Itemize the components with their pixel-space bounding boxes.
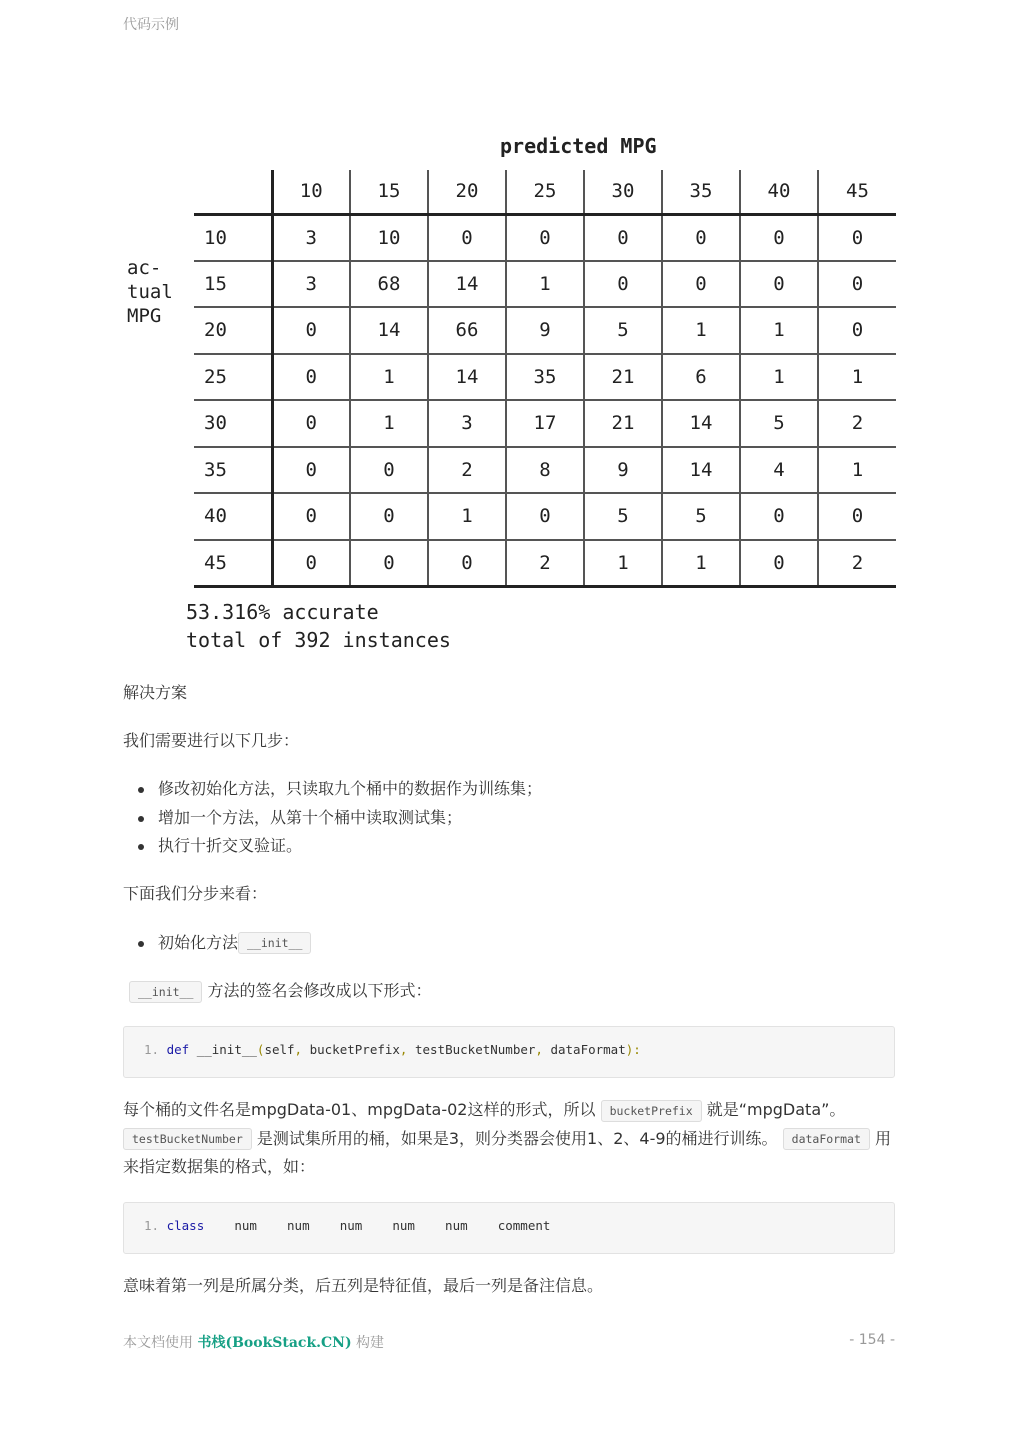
matrix-cell: 0 xyxy=(740,493,818,540)
init-label: 初始化方法 xyxy=(158,933,239,952)
confusion-matrix-figure xyxy=(123,130,898,660)
matrix-cell: 6 xyxy=(662,354,740,401)
row-header: 20 xyxy=(194,307,272,354)
row-header: 15 xyxy=(194,261,272,308)
text: 用来指定数据集的格式，如： xyxy=(123,1128,891,1176)
list-item xyxy=(158,929,311,958)
inline-code: __init__ xyxy=(238,932,311,954)
matrix-cell: 9 xyxy=(506,307,584,354)
corner-cell xyxy=(194,170,272,214)
matrix-cell: 1 xyxy=(662,307,740,354)
row-header: 25 xyxy=(194,354,272,401)
matrix-cell: 68 xyxy=(350,261,428,308)
column-header: 10 xyxy=(272,170,350,214)
row-header: 35 xyxy=(194,447,272,494)
column-header: 30 xyxy=(584,170,662,214)
column-header: 45 xyxy=(818,170,896,214)
row-axis-label-line: MPG xyxy=(127,305,162,327)
matrix-cell: 2 xyxy=(506,540,584,587)
column-header: 40 xyxy=(740,170,818,214)
code-punct: ): xyxy=(625,1042,641,1057)
row-header: 45 xyxy=(194,540,272,587)
row-header: 10 xyxy=(194,214,272,261)
meaning-text: 意味着第一列是所属分类，后五列是特征值，最后一列是备注信息。 xyxy=(123,1276,604,1295)
text: 每个桶的文件名是mpgData-01、mpgData-02这样的形式，所以 xyxy=(123,1100,601,1119)
matrix-cell: 14 xyxy=(662,447,740,494)
table-row xyxy=(194,400,896,447)
confusion-matrix xyxy=(194,170,896,588)
table-row xyxy=(194,354,896,401)
matrix-cell: 1 xyxy=(428,493,506,540)
chart-title: predicted MPG xyxy=(500,134,657,158)
matrix-cell: 0 xyxy=(428,214,506,261)
steps-intro: 我们需要进行以下几步： xyxy=(123,731,300,750)
matrix-cell: 5 xyxy=(662,493,740,540)
matrix-cell: 0 xyxy=(584,214,662,261)
matrix-cell: 0 xyxy=(272,400,350,447)
footer-text: 构建 xyxy=(351,1335,385,1351)
matrix-cell: 1 xyxy=(818,447,896,494)
matrix-cell: 0 xyxy=(740,214,818,261)
init-list xyxy=(158,929,311,958)
matrix-cell: 1 xyxy=(506,261,584,308)
matrix-cell: 0 xyxy=(428,540,506,587)
column-header: 25 xyxy=(506,170,584,214)
matrix-cell: 8 xyxy=(506,447,584,494)
section-heading: 解决方案 xyxy=(123,683,188,702)
table-row xyxy=(194,447,896,494)
code-punct: , xyxy=(399,1042,415,1057)
list-item: 执行十折交叉验证。 xyxy=(158,832,542,861)
inline-code: dataFormat xyxy=(783,1128,870,1150)
matrix-cell: 4 xyxy=(740,447,818,494)
matrix-cell: 2 xyxy=(818,540,896,587)
matrix-cell: 1 xyxy=(740,307,818,354)
matrix-cell: 5 xyxy=(584,307,662,354)
line-number: 1. xyxy=(144,1218,160,1233)
table-row xyxy=(194,261,896,308)
matrix-cell: 0 xyxy=(818,307,896,354)
inline-code: __init__ xyxy=(129,981,202,1003)
page-header: 代码示例 xyxy=(123,17,179,33)
matrix-cell: 17 xyxy=(506,400,584,447)
code-punct: , xyxy=(294,1042,310,1057)
matrix-cell: 0 xyxy=(740,540,818,587)
signature-desc: 方法的签名会修改成以下形式： xyxy=(207,981,432,1000)
matrix-cell: 1 xyxy=(818,354,896,401)
inline-code: testBucketNumber xyxy=(123,1128,252,1150)
code-punct: ( xyxy=(256,1042,265,1057)
list-item: 增加一个方法，从第十个桶中读取测试集； xyxy=(158,804,542,833)
text: 是测试集所用的桶，如果是3，则分类器会使用1、2、4-9的桶进行训练。 xyxy=(251,1128,783,1148)
column-header: 35 xyxy=(662,170,740,214)
matrix-cell: 3 xyxy=(428,400,506,447)
accuracy-text: 53.316% accurate xyxy=(186,600,379,624)
row-header: 30 xyxy=(194,400,272,447)
matrix-cell: 0 xyxy=(818,261,896,308)
matrix-cell: 21 xyxy=(584,400,662,447)
matrix-cell: 0 xyxy=(272,540,350,587)
matrix-cell: 3 xyxy=(272,214,350,261)
row-axis-label-line: ac- xyxy=(127,257,162,279)
matrix-cell: 1 xyxy=(662,540,740,587)
inline-code: bucketPrefix xyxy=(601,1100,702,1122)
matrix-cell: 35 xyxy=(506,354,584,401)
stepwise-intro: 下面我们分步来看： xyxy=(123,884,268,903)
matrix-cell: 10 xyxy=(350,214,428,261)
matrix-cell: 2 xyxy=(818,400,896,447)
table-row xyxy=(194,540,896,587)
matrix-cell: 1 xyxy=(350,354,428,401)
matrix-cell: 0 xyxy=(506,214,584,261)
matrix-cell: 2 xyxy=(428,447,506,494)
code-arg: self xyxy=(264,1042,295,1057)
matrix-cell: 0 xyxy=(350,493,428,540)
table-row xyxy=(194,214,896,261)
matrix-cell: 5 xyxy=(740,400,818,447)
footer-brand-link[interactable]: 书栈(BookStack.CN) xyxy=(197,1335,352,1351)
row-axis-label xyxy=(127,256,173,328)
matrix-cell: 14 xyxy=(428,261,506,308)
code-arg: testBucketNumber xyxy=(414,1042,536,1057)
line-number: 1. xyxy=(144,1042,160,1057)
code-keyword: class xyxy=(166,1218,205,1233)
code-arg: bucketPrefix xyxy=(309,1042,400,1057)
signature-text xyxy=(129,977,432,1006)
matrix-cell: 9 xyxy=(584,447,662,494)
footer-credit xyxy=(123,1332,384,1352)
matrix-cell: 21 xyxy=(584,354,662,401)
code-text: __init__ xyxy=(189,1042,257,1057)
matrix-cell: 14 xyxy=(662,400,740,447)
row-axis-label-line: tual xyxy=(127,281,173,303)
code-block-init xyxy=(123,1026,895,1078)
matrix-cell: 0 xyxy=(350,540,428,587)
total-text: total of 392 instances xyxy=(186,628,451,652)
footer-text: 本文档使用 xyxy=(123,1335,198,1351)
steps-list xyxy=(158,775,542,861)
matrix-cell: 0 xyxy=(818,214,896,261)
code-punct: , xyxy=(535,1042,551,1057)
matrix-cell: 1 xyxy=(350,400,428,447)
code-keyword: def xyxy=(166,1042,190,1057)
code-text: num num num num num comment xyxy=(204,1218,551,1233)
matrix-cell: 0 xyxy=(272,447,350,494)
header-row xyxy=(194,170,896,214)
code-arg: dataFormat xyxy=(550,1042,626,1057)
matrix-cell: 1 xyxy=(740,354,818,401)
matrix-cell: 3 xyxy=(272,261,350,308)
matrix-cell: 0 xyxy=(818,493,896,540)
matrix-cell: 0 xyxy=(272,493,350,540)
matrix-cell: 14 xyxy=(350,307,428,354)
code-block-format xyxy=(123,1202,895,1254)
column-header: 20 xyxy=(428,170,506,214)
accuracy-summary xyxy=(186,598,451,654)
matrix-cell: 66 xyxy=(428,307,506,354)
list-item: 修改初始化方法，只读取九个桶中的数据作为训练集； xyxy=(158,775,542,804)
table-row xyxy=(194,493,896,540)
matrix-cell: 0 xyxy=(662,261,740,308)
text: 就是“mpgData”。 xyxy=(701,1100,846,1119)
matrix-cell: 1 xyxy=(584,540,662,587)
matrix-cell: 14 xyxy=(428,354,506,401)
table-row xyxy=(194,307,896,354)
column-header: 15 xyxy=(350,170,428,214)
matrix-cell: 0 xyxy=(350,447,428,494)
matrix-cell: 0 xyxy=(506,493,584,540)
bucket-paragraph xyxy=(123,1096,895,1181)
matrix-cell: 5 xyxy=(584,493,662,540)
matrix-cell: 0 xyxy=(272,354,350,401)
matrix-cell: 0 xyxy=(662,214,740,261)
matrix-cell: 0 xyxy=(584,261,662,308)
matrix-cell: 0 xyxy=(740,261,818,308)
page-number: - 154 - xyxy=(849,1332,895,1348)
matrix-cell: 0 xyxy=(272,307,350,354)
row-header: 40 xyxy=(194,493,272,540)
